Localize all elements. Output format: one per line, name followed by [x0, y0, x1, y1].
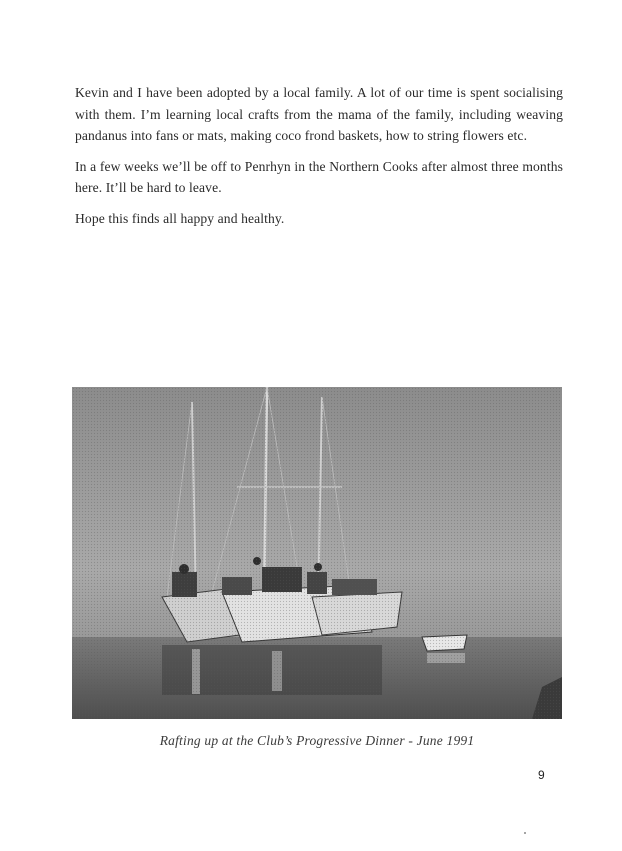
page-number: 9: [538, 768, 545, 782]
paragraph-closing: Hope this finds all happy and healthy.: [75, 210, 285, 226]
scan-speck: [524, 832, 526, 834]
photo-caption: Rafting up at the Club’s Progressive Dinner - June 1991: [159, 733, 475, 748]
paragraph-penrhyn: In a few weeks we’ll be off to Penrhyn in the Northern Cooks after almost three months here. It’ll be hard to leave.: [75, 158, 563, 195]
letter-body: [75, 82, 563, 238]
photo-rafted-boats: [72, 387, 562, 719]
paragraph-adopted-family: Kevin and I have been adopted by a local family. A lot of our time is spent socialising with them. I’m learning local crafts from the mama of the family, including weaving pandanus into fans or mats, making coco frond baskets, how to string flowers etc.: [75, 85, 563, 143]
